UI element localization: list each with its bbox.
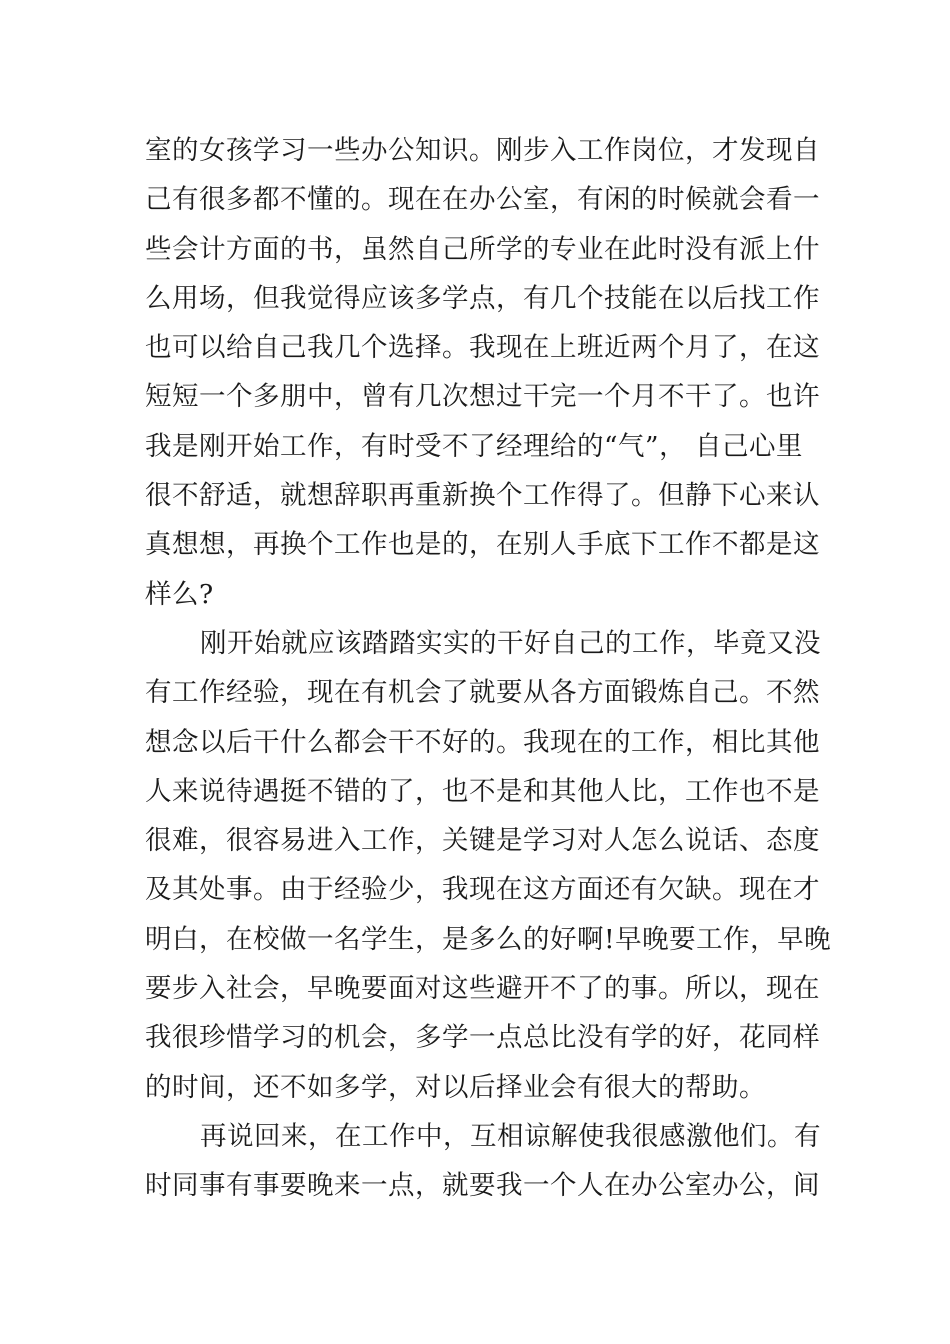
text-line: 真想想，再换个工作也是的，在别人手底下工作不都是这 [145,529,820,561]
text-line: 我是刚开始工作，有时受不了经理给的“气”， 自己心里 [145,430,804,462]
text-line: 人来说待遇挺不错的了，也不是和其他人比，工作也不是 [145,775,820,807]
document-body [145,126,832,1211]
text-line: 短短一个多朋中，曾有几次想过干完一个月不干了。也许 [145,381,820,413]
text-line: 我很珍惜学习的机会，多学一点总比没有学的好，花同样 [145,1022,820,1054]
text-line: 明白，在校做一名学生，是多么的好啊!早晚要工作，早晚 [145,923,832,955]
text-line: 样么? [145,578,214,610]
text-line: 及其处事。由于经验少，我现在这方面还有欠缺。现在才 [145,874,820,906]
text-line: 时同事有事要晚来一点，就要我一个人在办公室办公，间 [145,1170,820,1202]
text-line: 想念以后干什么都会干不好的。我现在的工作，相比其他 [145,726,820,758]
text-line: 己有很多都不懂的。现在在办公室，有闲的时候就会看一 [145,184,820,216]
text-line: 的时间，还不如多学，对以后择业会有很大的帮助。 [145,1071,766,1103]
text-line: 有工作经验，现在有机会了就要从各方面锻炼自己。不然 [145,677,820,709]
text-line: 很难，很容易进入工作，关键是学习对人怎么说话、态度 [145,825,820,857]
paragraph-start-line: 再说回来，在工作中，互相谅解使我很感激他们。有 [200,1120,821,1152]
text-line: 些会计方面的书，虽然自己所学的专业在此时没有派上什 [145,233,820,265]
text-line: 室的女孩学习一些办公知识。刚步入工作岗位，才发现自 [145,135,820,166]
text-line: 要步入社会，早晚要面对这些避开不了的事。所以，现在 [145,973,820,1005]
text-line: 么用场，但我觉得应该多学点，有几个技能在以后找工作 [145,282,820,314]
paragraph-start-line: 刚开始就应该踏踏实实的干好自己的工作，毕竟又没 [200,627,821,659]
text-line: 很不舒适，就想辞职再重新换个工作得了。但静下心来认 [145,480,820,512]
text-line: 也可以给自己我几个选择。我现在上班近两个月了，在这 [145,332,820,364]
